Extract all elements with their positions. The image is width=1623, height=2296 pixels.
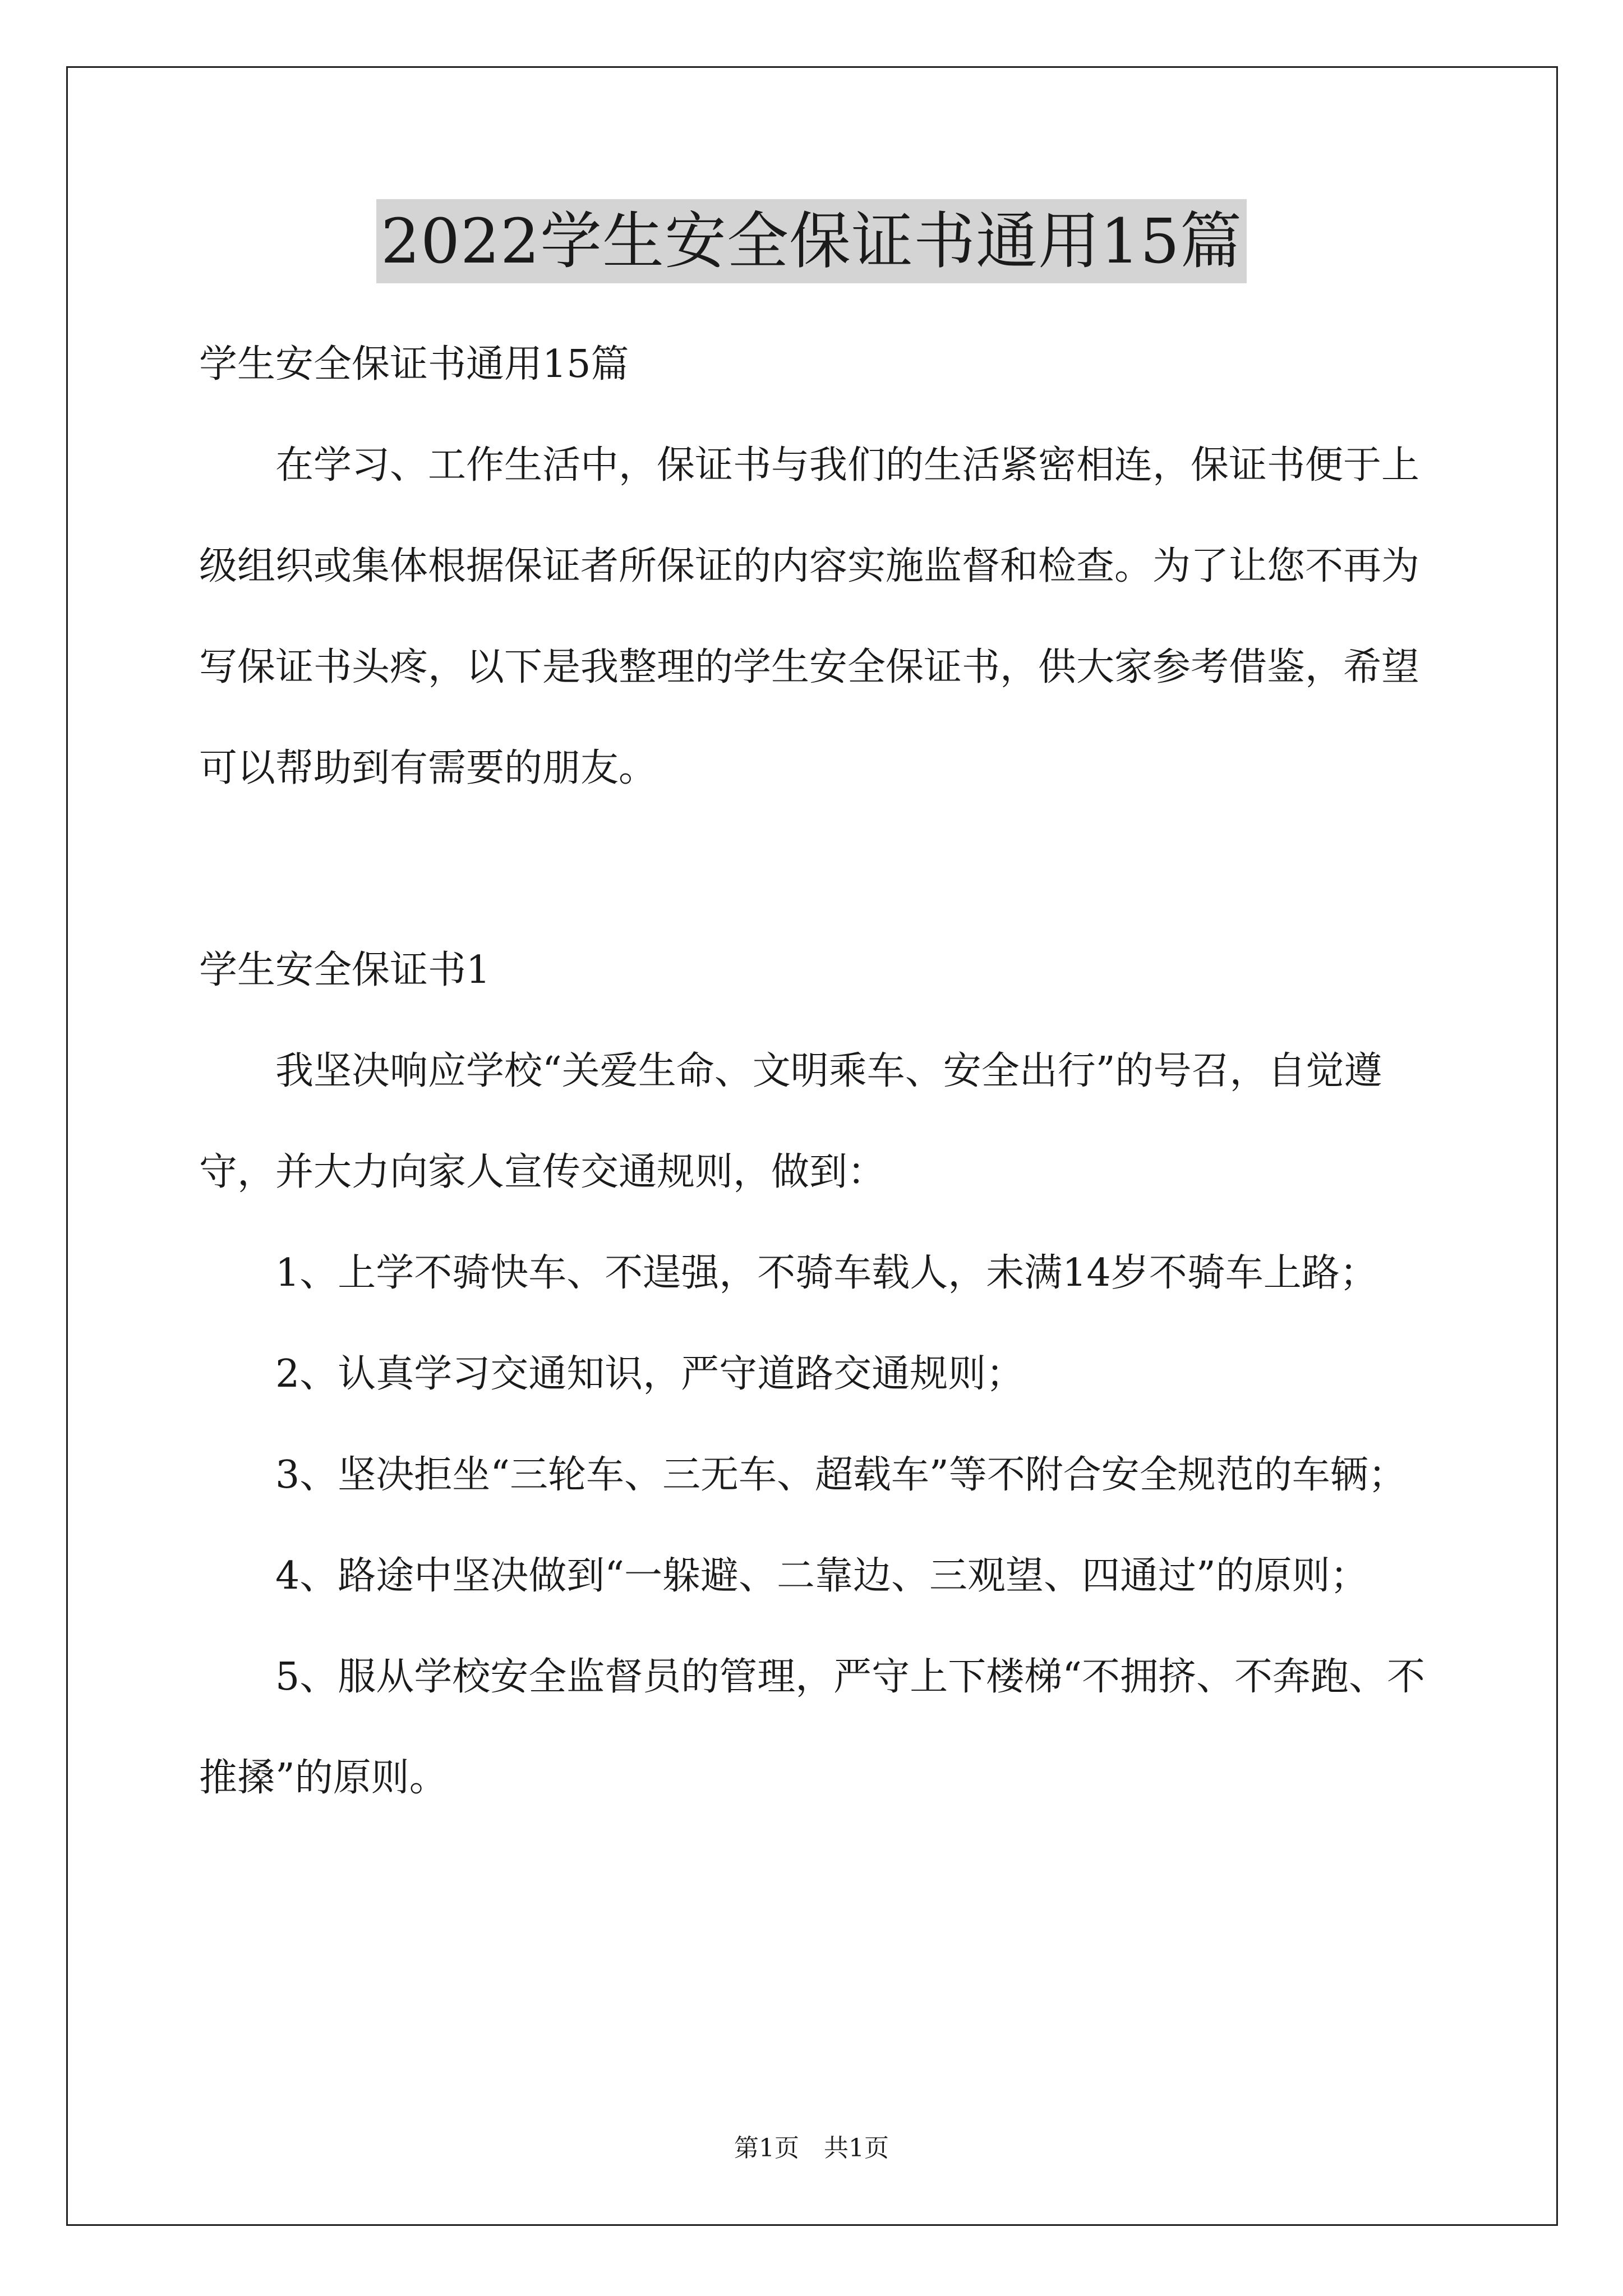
list-item: 2、认真学习交通知识，严守道路交通规则； <box>275 1352 1025 1396</box>
section-heading: 学生安全保证书1 <box>199 948 491 992</box>
list-item: 4、路途中坚决做到“一躲避、二靠边、三观望、四通过”的原则； <box>275 1554 1368 1598</box>
list-item: 5、服从学校安全监督员的管理，严守上下楼梯“不拥挤、不奔跑、不推搡”的原则。 <box>199 1655 1426 1800</box>
list-item: 1、上学不骑快车、不逞强，不骑车载人，未满14岁不骑车上路； <box>275 1251 1378 1295</box>
title-container <box>0 199 1623 283</box>
list-item: 3、坚决拒坐“三轮车、三无车、超载车”等不附合安全规范的车辆； <box>275 1453 1407 1497</box>
page-footer: 第1页 共1页 <box>734 2134 889 2162</box>
intro-paragraph: 在学习、工作生活中，保证书与我们的生活紧密相连，保证书便于上级组织或集体根据保证者所保证的内容实施监督和检查。为了让您不再为写保证书头疼，以下是我整理的学生安全保证书，供大家参考借鉴，希望可以帮助到有需要的朋友。 <box>199 443 1420 790</box>
document-title: 2022学生安全保证书通用15篇 <box>376 199 1247 283</box>
document-subtitle: 学生安全保证书通用15篇 <box>199 342 629 386</box>
section-intro-paragraph: 我坚决响应学校“关爱生命、文明乘车、安全出行”的号召，自觉遵守，并大力向家人宣传交通规则，做到： <box>199 1049 1382 1194</box>
document-body <box>199 314 1433 1829</box>
